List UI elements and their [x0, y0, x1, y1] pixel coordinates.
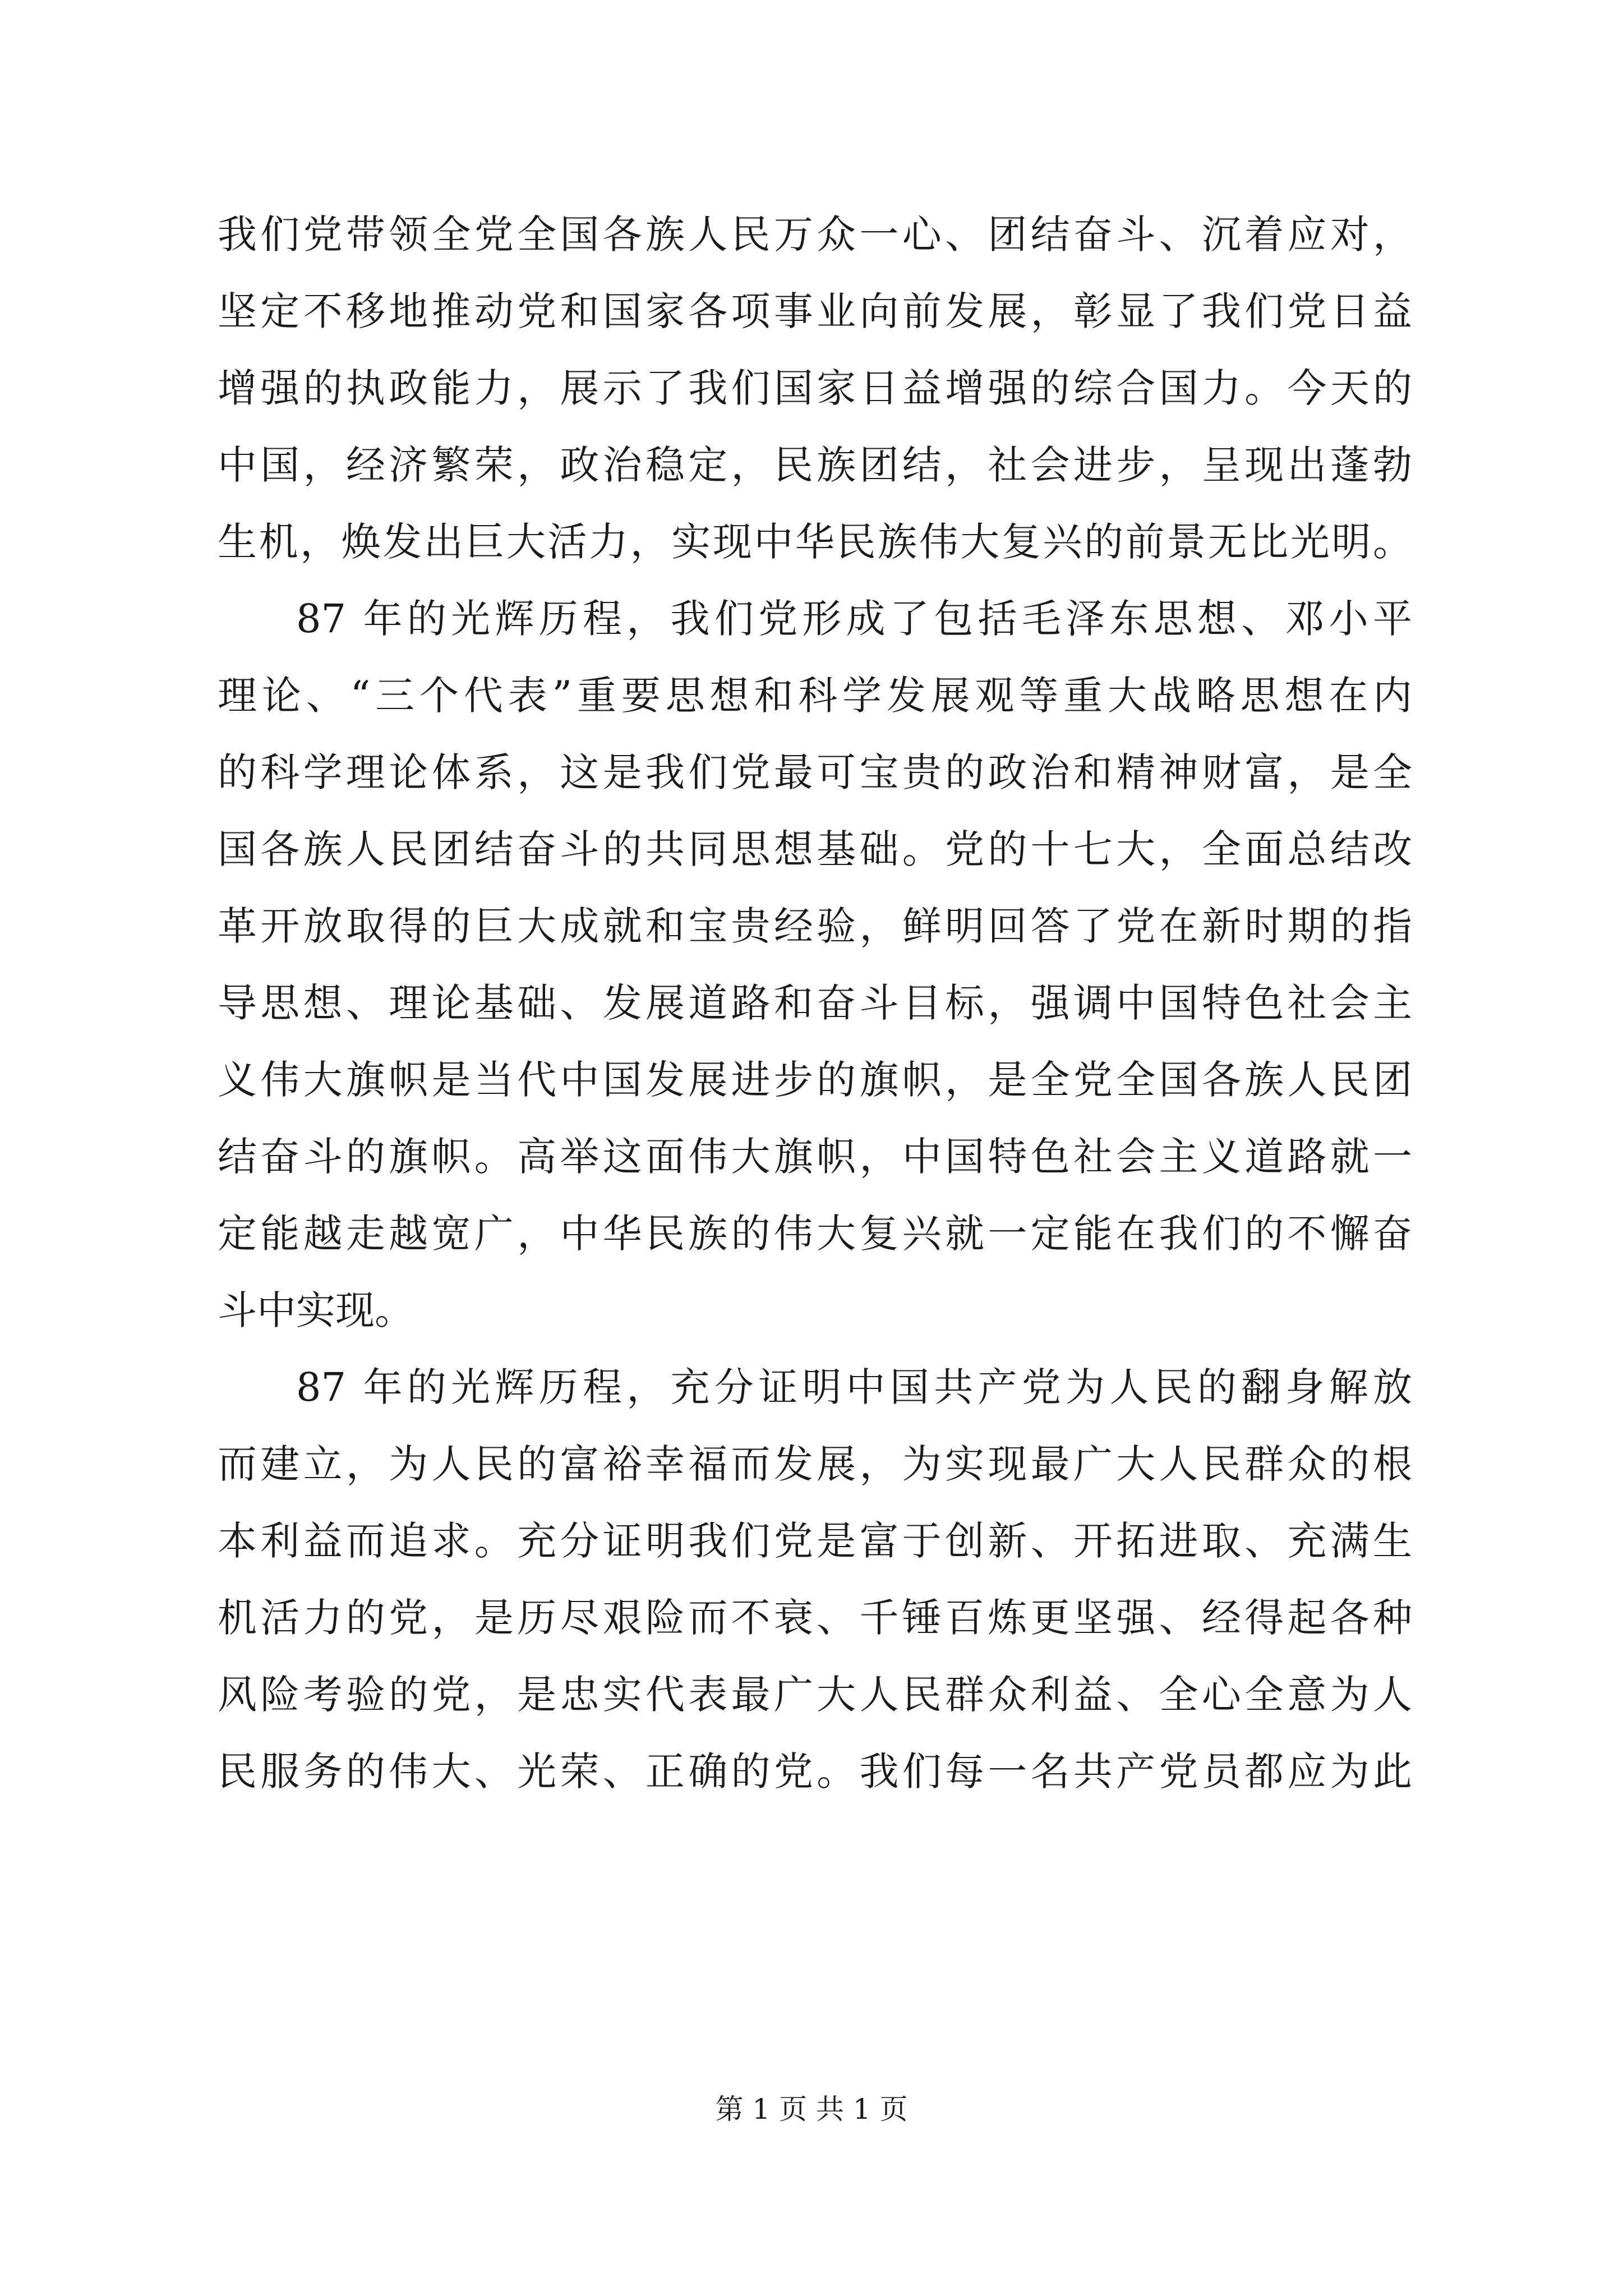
page-number-label: 第 1 页 共 1 页 — [715, 2093, 908, 2125]
paragraph-2-line-4: 国各族人民团结奋斗的共同思想基础。党的十七大，全面总结改 — [218, 826, 1412, 872]
paragraph-2-line-1: 87 年的光辉历程，我们党形成了包括毛泽东思想、邓小平 — [296, 596, 1412, 642]
paragraph-2-line-8: 结奋斗的旗帜。高举这面伟大旗帜，中国特色社会主义道路就一 — [218, 1134, 1412, 1180]
paragraph-3-line-6: 民服务的伟大、光荣、正确的党。我们每一名共产党员都应为此 — [218, 1749, 1412, 1795]
paragraph-2-line-2: 理论、“三个代表”重要思想和科学发展观等重大战略思想在内 — [218, 673, 1412, 719]
paragraph-1-line-5: 生机，焕发出巨大活力，实现中华民族伟大复兴的前景无比光明。 — [218, 519, 1412, 565]
paragraph-1-line-1: 我们党带领全党全国各族人民万众一心、团结奋斗、沉着应对， — [218, 211, 1412, 257]
paragraph-2-line-9: 定能越走越宽广，中华民族的伟大复兴就一定能在我们的不懈奋 — [218, 1211, 1412, 1257]
paragraph-2-line-5: 革开放取得的巨大成就和宝贵经验，鲜明回答了党在新时期的指 — [218, 903, 1412, 949]
paragraph-2-line-10: 斗中实现。 — [218, 1287, 414, 1333]
document-body — [218, 196, 1412, 1810]
paragraph-3-line-4: 机活力的党，是历尽艰险而不衰、千锤百炼更坚强、经得起各种 — [218, 1595, 1412, 1641]
paragraph-3-line-2: 而建立，为人民的富裕幸福而发展，为实现最广大人民群众的根 — [218, 1441, 1412, 1487]
paragraph-1-line-2: 坚定不移地推动党和国家各项事业向前发展，彰显了我们党日益 — [218, 288, 1412, 334]
paragraph-2-line-6: 导思想、理论基础、发展道路和奋斗目标，强调中国特色社会主 — [218, 980, 1412, 1026]
page-footer — [0, 2087, 1623, 2127]
paragraph-1-line-3: 增强的执政能力，展示了我们国家日益增强的综合国力。今天的 — [218, 365, 1412, 411]
paragraph-3-line-3: 本利益而追求。充分证明我们党是富于创新、开拓进取、充满生 — [218, 1518, 1412, 1564]
paragraph-1-line-4: 中国，经济繁荣，政治稳定，民族团结，社会进步，呈现出蓬勃 — [218, 442, 1412, 488]
paragraph-3-line-1: 87 年的光辉历程，充分证明中国共产党为人民的翻身解放 — [296, 1364, 1412, 1410]
paragraph-3-line-5: 风险考验的党，是忠实代表最广大人民群众利益、全心全意为人 — [218, 1672, 1412, 1718]
paragraph-2-line-7: 义伟大旗帜是当代中国发展进步的旗帜，是全党全国各族人民团 — [218, 1057, 1412, 1103]
paragraph-2-line-3: 的科学理论体系，这是我们党最可宝贵的政治和精神财富，是全 — [218, 749, 1412, 795]
